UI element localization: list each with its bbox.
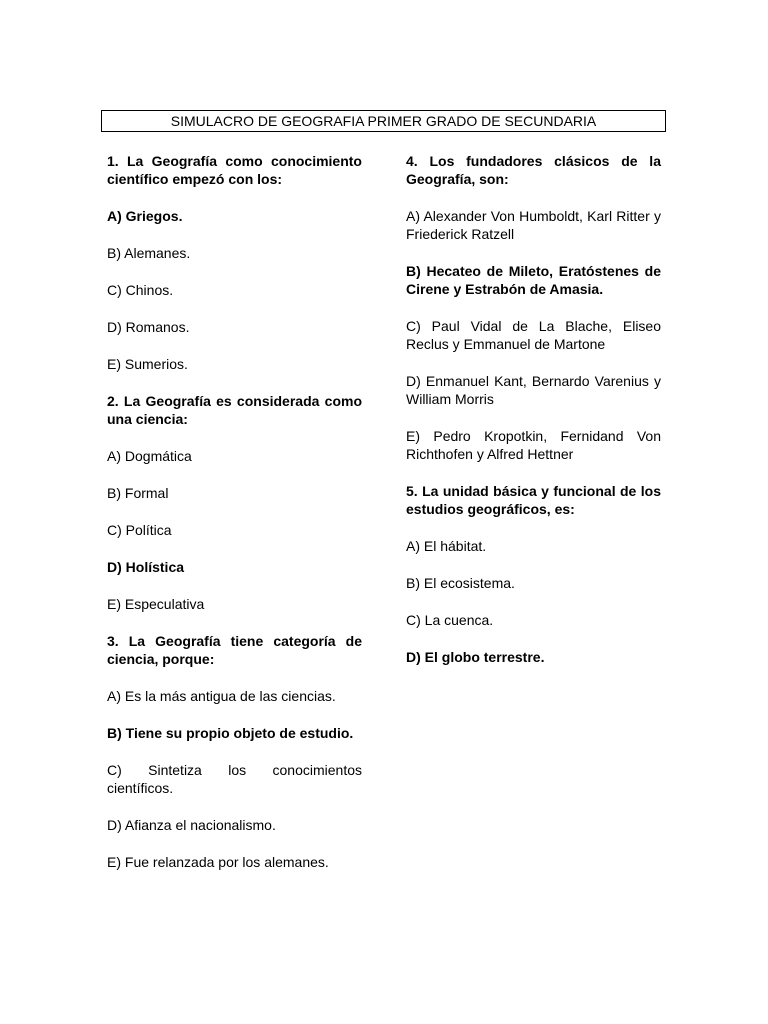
answer-option: B) Formal: [107, 485, 169, 501]
answer-option: D) Romanos.: [107, 319, 190, 335]
answer-option: C) Paul Vidal de La Blache, Eliseo Reclus y Emmanuel de Martone: [406, 318, 661, 352]
answer-option: D) Enmanuel Kant, Bernardo Varenius y William Morris: [406, 373, 661, 407]
document-title: SIMULACRO DE GEOGRAFIA PRIMER GRADO DE SECUNDARIA: [101, 110, 666, 132]
answer-option: C) Política: [107, 522, 172, 538]
question-1: [107, 152, 362, 373]
answer-option: E) Sumerios.: [107, 356, 188, 372]
answer-option: A) Dogmática: [107, 448, 192, 464]
answer-option-correct: D) Holística: [107, 559, 185, 575]
left-column: [107, 152, 362, 871]
answer-option: E) Especulativa: [107, 596, 205, 612]
question-prompt: 4. Los fundadores clásicos de la Geografía, son:: [406, 153, 661, 187]
question-3: [107, 632, 362, 871]
answer-option: E) Pedro Kropotkin, Fernidand Von Richthofen y Alfred Hettner: [406, 428, 661, 462]
answer-option: C) La cuenca.: [406, 612, 494, 628]
answer-option-correct: D) El globo terrestre.: [406, 649, 545, 665]
answer-option: C) Sintetiza los conocimientos científicos.: [107, 762, 362, 796]
question-prompt: 2. La Geografía es considerada como una ciencia:: [107, 393, 362, 427]
question-prompt: 5. La unidad básica y funcional de los estudios geográficos, es:: [406, 483, 661, 517]
answer-option-correct: B) Hecateo de Mileto, Eratóstenes de Cirene y Estrabón de Amasia.: [406, 263, 661, 297]
answer-option: B) Alemanes.: [107, 245, 191, 261]
answer-option: C) Chinos.: [107, 282, 174, 298]
answer-option: A) Es la más antigua de las ciencias.: [107, 688, 336, 704]
question-5: [406, 482, 661, 666]
answer-option: B) El ecosistema.: [406, 575, 515, 591]
question-2: [107, 392, 362, 613]
answer-option-correct: A) Griegos.: [107, 208, 183, 224]
answer-option: E) Fue relanzada por los alemanes.: [107, 854, 329, 870]
question-prompt: 3. La Geografía tiene categoría de ciencia, porque:: [107, 633, 362, 667]
answer-option: D) Afianza el nacionalismo.: [107, 817, 276, 833]
right-column: [406, 152, 661, 666]
question-4: [406, 152, 661, 463]
question-prompt: 1. La Geografía como conocimiento científico empezó con los:: [107, 153, 362, 187]
answer-option-correct: B) Tiene su propio objeto de estudio.: [107, 725, 354, 741]
answer-option: A) El hábitat.: [406, 538, 487, 554]
answer-option: A) Alexander Von Humboldt, Karl Ritter y Friederick Ratzell: [406, 208, 661, 242]
